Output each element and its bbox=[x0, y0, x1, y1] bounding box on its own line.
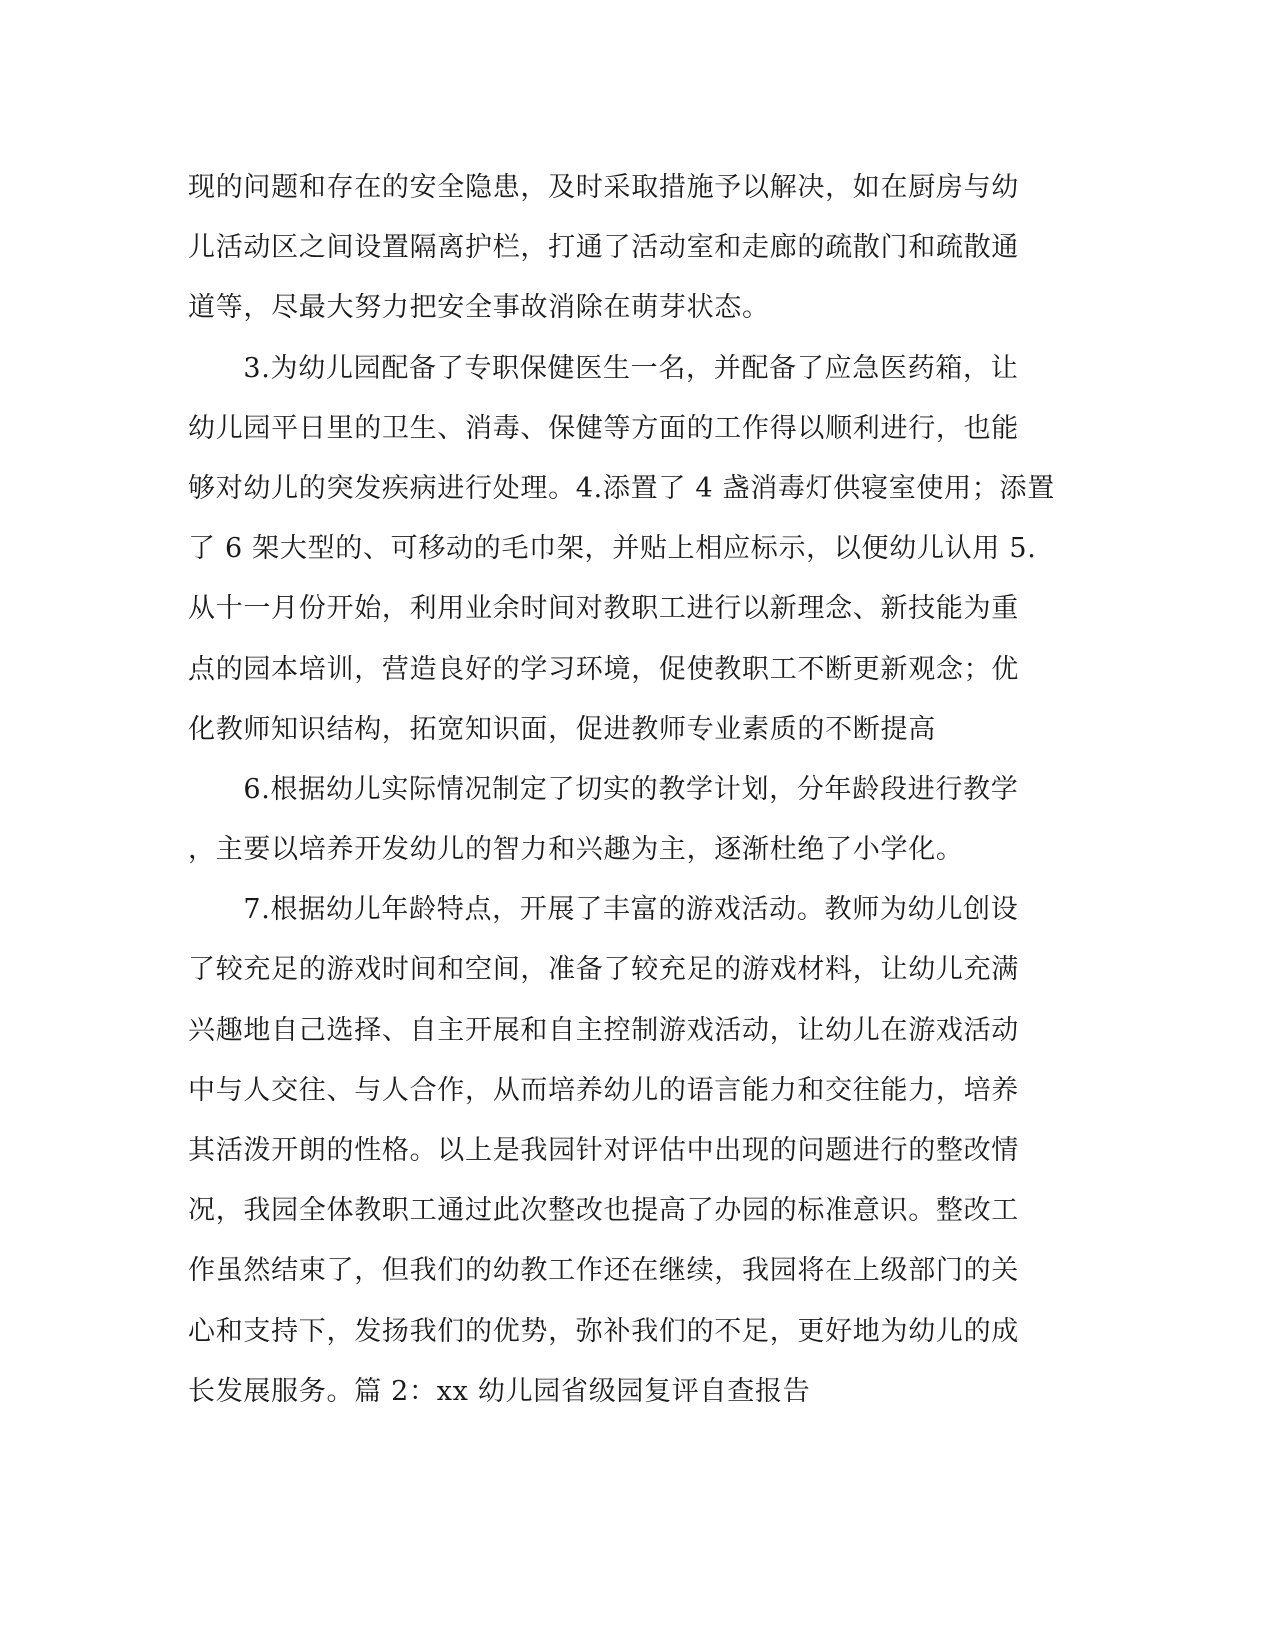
text-line: 道等，尽最大努力把安全事故消除在萌芽状态。 bbox=[188, 292, 770, 324]
paragraph-3-start: 3.为幼儿园配备了专职保健医生一名，并配备了应急医药箱，让 bbox=[188, 352, 1019, 384]
text-line: 从十一月份开始，利用业余时间对教职工进行以新理念、新技能为重 bbox=[188, 593, 1019, 625]
text-line: 幼儿园平日里的卫生、消毒、保健等方面的工作得以顺利进行，也能 bbox=[188, 412, 1019, 444]
text-line: 其活泼开朗的性格。以上是我园针对评估中出现的问题进行的整改情 bbox=[188, 1135, 1019, 1166]
text-line: 了较充足的游戏时间和空间，准备了较充足的游戏材料，让幼儿充满 bbox=[188, 954, 1019, 986]
text-line: 况，我园全体教职工通过此次整改也提高了办园的标准意识。整改工 bbox=[188, 1195, 1019, 1227]
text-line: 够对幼儿的突发疾病进行处理。4.添置了 4 盏消毒灯供寝室使用；添置 bbox=[188, 472, 1055, 504]
text-line: 点的园本培训，营造良好的学习环境，促使教职工不断更新观念；优 bbox=[188, 653, 1019, 685]
text-line: 了 6 架大型的、可移动的毛巾架，并贴上相应标示，以便幼儿认用 5. bbox=[188, 533, 1037, 565]
text-line: 儿活动区之间设置隔离护栏，打通了活动室和走廊的疏散门和疏散通 bbox=[188, 232, 1019, 264]
paragraph-7-start: 7.根据幼儿年龄特点，开展了丰富的游戏活动。教师为幼儿创设 bbox=[188, 894, 1019, 926]
body-text bbox=[188, 158, 1088, 1422]
text-line: 中与人交往、与人合作，从而培养幼儿的语言能力和交往能力，培养 bbox=[188, 1074, 1019, 1106]
text-line: 化教师知识结构，拓宽知识面，促进教师专业素质的不断提高 bbox=[188, 713, 936, 745]
text-line: 兴趣地自己选择、自主开展和自主控制游戏活动，让幼儿在游戏活动 bbox=[188, 1014, 1019, 1046]
text-line: 作虽然结束了，但我们的幼教工作还在继续，我园将在上级部门的关 bbox=[188, 1255, 1019, 1287]
text-line: 长发展服务。篇 2：xx 幼儿园省级园复评自查报告 bbox=[188, 1375, 811, 1407]
text-line: ，主要以培养开发幼儿的智力和兴趣为主，逐渐杜绝了小学化。 bbox=[188, 834, 964, 866]
paragraph-6-start: 6.根据幼儿实际情况制定了切实的教学计划，分年龄段进行教学 bbox=[188, 773, 1019, 805]
text-line: 心和支持下，发扬我们的优势，弥补我们的不足，更好地为幼儿的成 bbox=[188, 1315, 1019, 1347]
text-line: 现的问题和存在的安全隐患，及时采取措施予以解决，如在厨房与幼 bbox=[188, 172, 1019, 203]
